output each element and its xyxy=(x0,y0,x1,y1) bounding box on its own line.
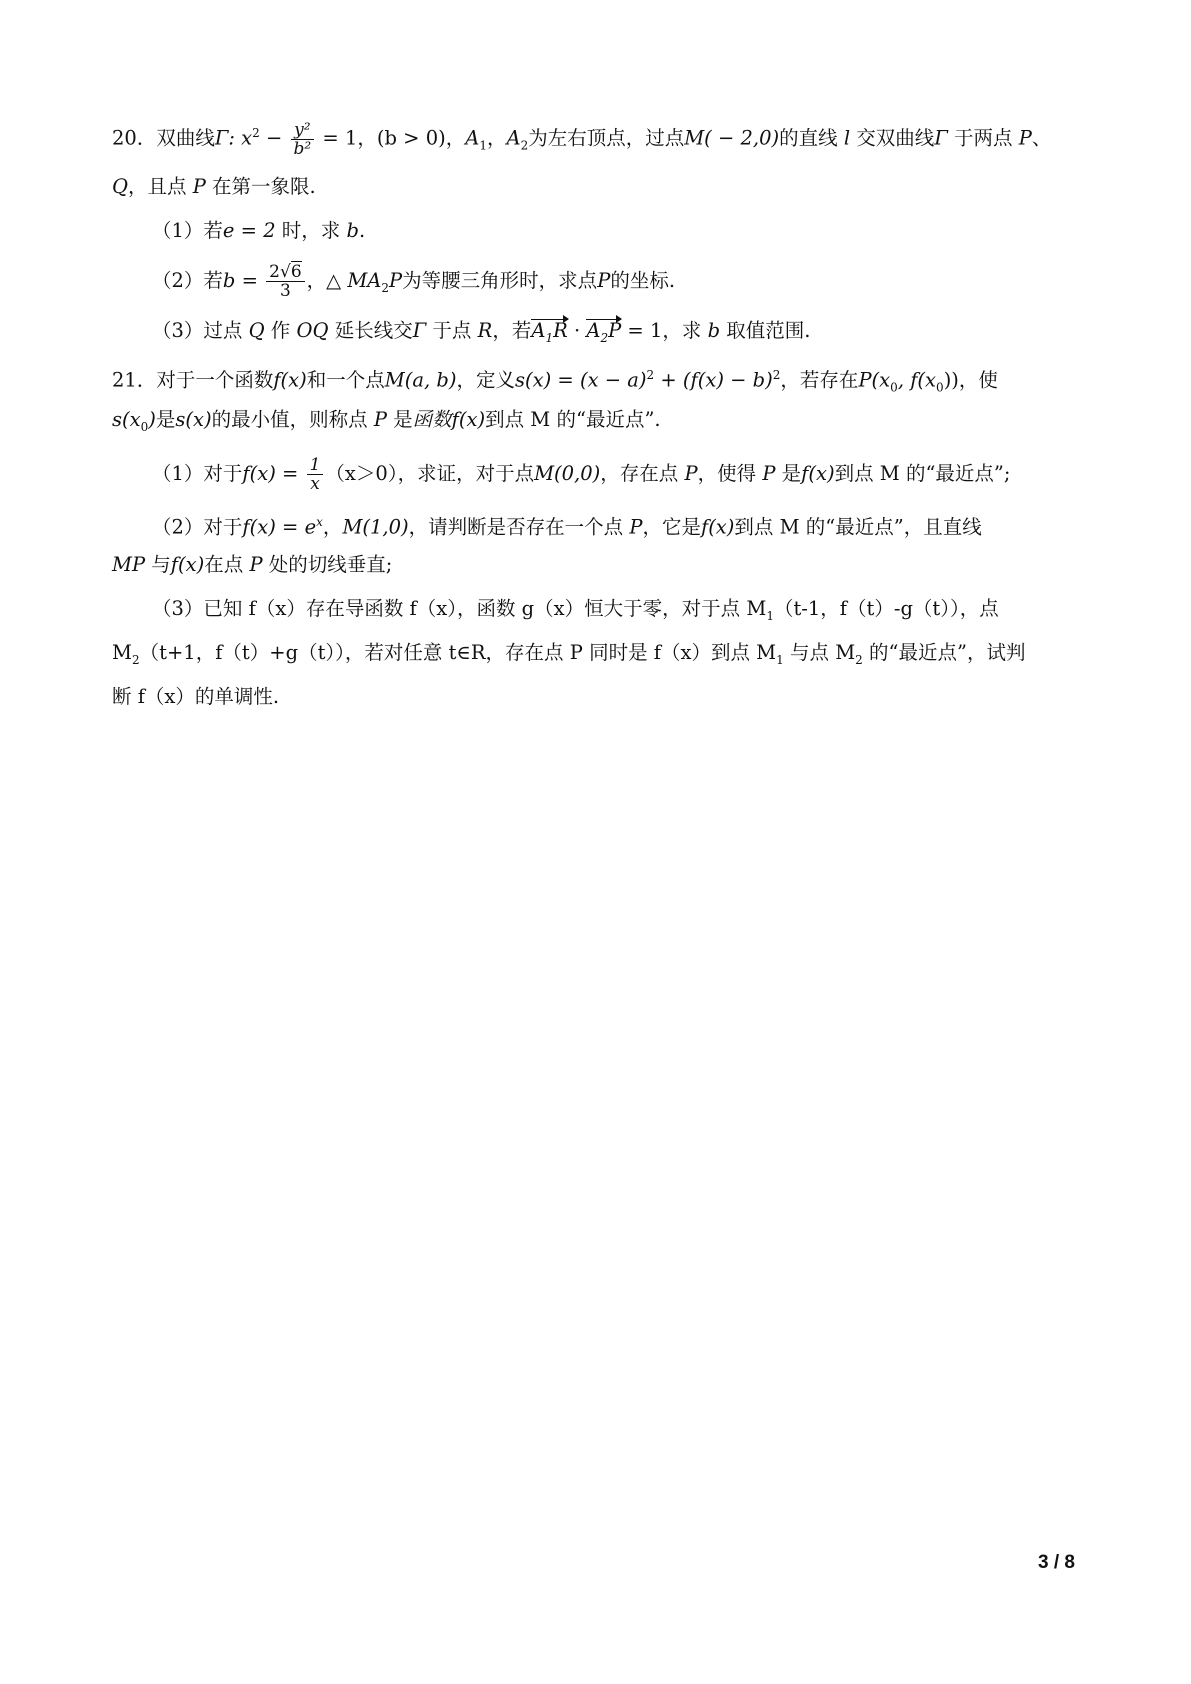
part-text: 到点 M 的“最近点”，且直线 xyxy=(734,515,982,539)
q21-text: 到点 M 的“最近点”. xyxy=(485,408,661,431)
subscript: 2 xyxy=(381,280,390,295)
q20-text: 、 xyxy=(1031,126,1052,150)
function-f: f(x) xyxy=(170,553,205,576)
part-text: 的坐标. xyxy=(610,269,676,292)
vertex-a1: A xyxy=(465,126,480,150)
part-text: ，存在点 xyxy=(600,462,685,485)
function-f: f(x) xyxy=(700,515,735,539)
comma: ， xyxy=(486,126,507,150)
subscript: 2 xyxy=(600,330,609,345)
fraction-denominator: x xyxy=(310,474,320,494)
part-text: （t-1，f（t）-g（t）），点 xyxy=(773,597,999,620)
part-label: （1）对于 xyxy=(152,462,243,485)
point-q: Q xyxy=(248,319,265,342)
subscript: 2 xyxy=(520,138,529,153)
s-x: s(x) xyxy=(175,408,212,431)
q20-text: 双曲线 xyxy=(156,126,215,150)
q21-part-3-line-1 xyxy=(152,594,1092,631)
function-f: f(x) xyxy=(451,408,486,431)
vector-a1r xyxy=(531,319,567,349)
subscript: 2 xyxy=(131,652,140,667)
vector-a2p xyxy=(586,319,621,349)
subscript: 0 xyxy=(936,380,944,395)
q21-part-1 xyxy=(152,456,1132,493)
q21-text: 是 xyxy=(386,408,413,431)
radicand: 6 xyxy=(290,262,302,282)
q20-text: 在第一象限. xyxy=(205,175,316,198)
variable-b: b xyxy=(707,319,721,342)
point-p: P xyxy=(373,408,387,431)
period: . xyxy=(359,219,366,242)
point-p: P(x xyxy=(858,368,891,392)
part-text: 为等腰三角形时，求点 xyxy=(402,269,598,292)
part-text: 时，求 xyxy=(275,219,347,242)
subscript: 0 xyxy=(140,419,149,434)
variable-b: b xyxy=(346,219,359,242)
definition-s: s(x) = (x − a) xyxy=(515,368,647,392)
q21-part-2-line-2 xyxy=(112,550,1092,580)
q21-part-3-line-2 xyxy=(112,638,1092,675)
subscript: 1 xyxy=(545,330,554,345)
q21-text: ，定义 xyxy=(456,368,515,392)
fraction-2sqrt6-3 xyxy=(266,263,305,300)
q20-number: 20． xyxy=(112,126,157,150)
s-x0: s(x xyxy=(112,408,141,431)
part-text: 处的切线垂直; xyxy=(262,553,393,576)
part-text: 与 xyxy=(145,553,171,576)
superscript: x xyxy=(316,515,323,529)
part-text: （x＞0），求证，对于点 xyxy=(325,462,535,485)
triangle-vertices: MA xyxy=(347,269,382,292)
subscript: 1 xyxy=(766,608,774,623)
point-p: P xyxy=(1018,126,1032,150)
part-text: 与点 M xyxy=(783,641,856,664)
part-text: 的“最近点”，试判 xyxy=(862,641,1026,664)
point-p: P xyxy=(684,462,698,485)
subscript: 1 xyxy=(776,652,784,667)
point-p: )) xyxy=(943,368,959,392)
vector-part: A xyxy=(586,319,601,342)
q20-text: 交双曲线 xyxy=(850,126,935,150)
fraction-numerator: 2√6 xyxy=(266,263,305,282)
fraction-numerator: y² xyxy=(291,121,315,140)
q21-line-1 xyxy=(112,360,1092,402)
vector-part: P xyxy=(608,319,622,342)
vertex-a2: A xyxy=(506,126,521,150)
q21-part-2-line-1 xyxy=(152,507,1132,543)
part-text: 断 f（x）的单调性. xyxy=(112,685,280,708)
q21-text: ，使 xyxy=(958,368,998,392)
superscript: 2 xyxy=(646,368,655,382)
part-text: 于点 xyxy=(426,319,478,342)
part-text: ，它是 xyxy=(642,515,701,539)
equation-part: : x xyxy=(228,126,253,150)
equation-b: b = xyxy=(222,269,265,292)
point-p: P xyxy=(389,269,403,292)
part-text: M xyxy=(112,641,132,664)
point-p: P xyxy=(762,462,776,485)
part-text: （3）已知 f（x）存在导函数 f（x），函数 g（x）恒大于零，对于点 M xyxy=(152,597,767,620)
part-label: （1）若 xyxy=(152,219,223,242)
superscript: 2 xyxy=(772,368,781,382)
fraction-1-x xyxy=(307,456,324,493)
point-p: P xyxy=(597,269,611,292)
part-label: （2）对于 xyxy=(152,515,243,539)
q20-text: 的直线 xyxy=(779,126,844,150)
q20-line-1 xyxy=(112,118,1092,160)
q21-text: ，若存在 xyxy=(780,368,859,392)
part-text: （t+1，f（t）+g（t）），若对任意 t∈R，存在点 P 同时是 f（x）到点 M xyxy=(139,641,777,664)
part-text: 作 xyxy=(264,319,297,342)
point-p: , f(x xyxy=(897,368,937,392)
q20-part-1 xyxy=(152,216,1132,246)
point-p: P xyxy=(192,175,206,198)
q20-part-3 xyxy=(152,316,1132,349)
point-m: M(0,0) xyxy=(534,462,601,485)
s-x0: ) xyxy=(148,408,156,431)
function-f: f(x) xyxy=(273,368,307,392)
page-number: 3 / 8 xyxy=(1038,1552,1075,1573)
point-q: Q xyxy=(112,175,128,198)
equation-e: e = 2 xyxy=(222,219,276,242)
vector-part: R xyxy=(553,319,568,342)
subscript: 0 xyxy=(890,380,898,395)
q20-text: 为左右顶点，过点 xyxy=(528,126,685,150)
q20-text: 于两点 xyxy=(947,126,1019,150)
part-text: ， xyxy=(322,515,343,539)
fraction-denominator: b² xyxy=(293,138,312,159)
q20-line-2 xyxy=(112,172,1092,202)
line-l: l xyxy=(843,126,851,150)
minus-sign: − xyxy=(259,126,289,150)
q21-line-2 xyxy=(112,405,1092,442)
superscript: 2 xyxy=(252,126,260,140)
point-p: P xyxy=(629,515,643,539)
dot-product: · xyxy=(567,319,587,342)
part-text: 取值范围. xyxy=(720,319,811,342)
q20-part-2 xyxy=(152,263,1132,303)
fraction-numerator: 1 xyxy=(307,456,324,475)
function-f: f(x) = e xyxy=(242,515,317,539)
q21-text: 函数 xyxy=(412,408,452,431)
q21-text: 对于一个函数 xyxy=(156,368,274,392)
subscript: 2 xyxy=(855,652,863,667)
fraction-y2-b2 xyxy=(291,121,315,158)
function-f: f(x) = xyxy=(242,462,305,485)
part-text: 是 xyxy=(775,462,802,485)
gamma-symbol: Γ xyxy=(412,319,427,342)
vector-part: A xyxy=(531,319,546,342)
point-r: R xyxy=(477,319,493,342)
part-text: ，△ xyxy=(306,269,348,292)
gamma-symbol: Γ xyxy=(214,126,229,150)
point-m: M( − 2,0) xyxy=(684,126,780,150)
gamma-symbol: Γ xyxy=(934,126,948,150)
q21-text: 的最小值，则称点 xyxy=(211,408,374,431)
part-text: ，请判断是否存在一个点 xyxy=(408,515,630,539)
part-label: （2）若 xyxy=(152,269,223,292)
q21-text: 和一个点 xyxy=(306,368,385,392)
q21-text: 是 xyxy=(155,408,176,431)
segment-oq: OQ xyxy=(296,319,329,342)
part-text: ，使得 xyxy=(697,462,763,485)
part-text: 延长线交 xyxy=(328,319,413,342)
part-text: = 1，求 xyxy=(621,319,708,342)
part-text: 到点 M 的“最近点”; xyxy=(834,462,1011,485)
coefficient: 2 xyxy=(269,262,280,282)
subscript: 1 xyxy=(479,138,487,153)
function-f: f(x) xyxy=(801,462,835,485)
q21-number: 21． xyxy=(112,368,157,392)
part-text: 在点 xyxy=(204,553,250,576)
definition-s: + (f(x) − b) xyxy=(654,368,773,392)
equation-part: = 1，(b > 0)， xyxy=(316,126,466,150)
part-label: （3）过点 xyxy=(152,319,249,342)
part-text: ，若 xyxy=(492,319,532,342)
point-m: M(a, b) xyxy=(384,368,457,392)
point-p: P xyxy=(249,553,263,576)
fraction-denominator: 3 xyxy=(279,281,291,301)
point-m: M(1,0) xyxy=(342,515,409,539)
q21-part-3-line-3 xyxy=(112,682,1092,712)
q20-text: ，且点 xyxy=(128,175,193,198)
line-mp: MP xyxy=(112,553,146,576)
